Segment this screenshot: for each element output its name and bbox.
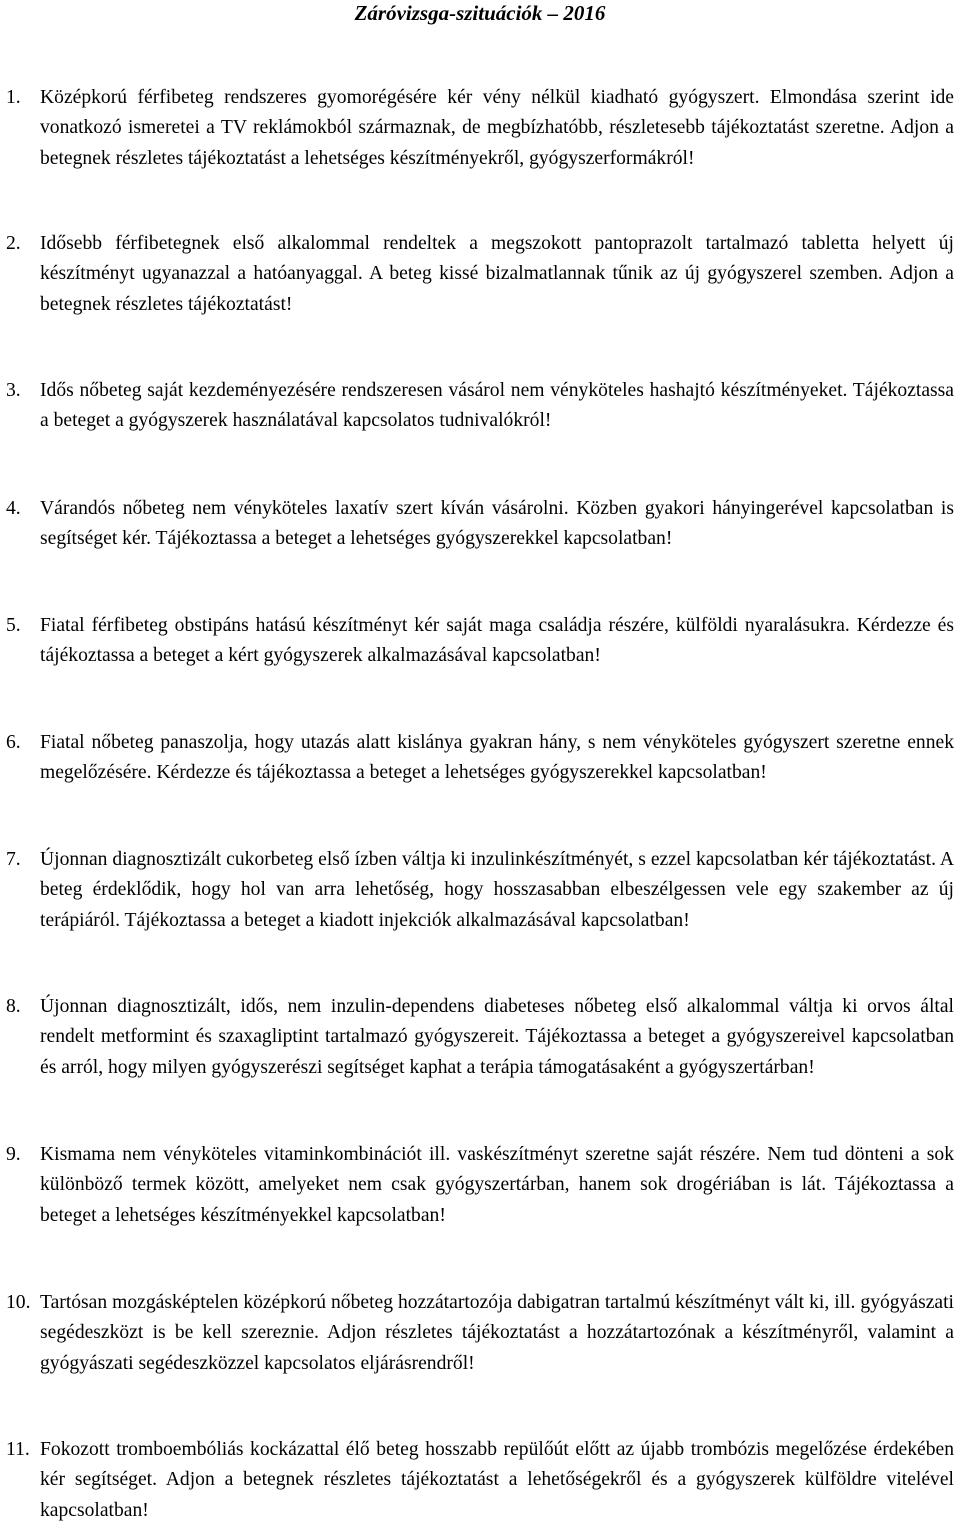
item-text: Újonnan diagnosztizált cukorbeteg első ízben váltja ki inzulinkészítményét, s ezzel kapcsolatban kér tájékoztatást. A beteg érdeklődik, hogy hol van arra lehetőség, hogy hosszasabban elbeszélgessen vele egy szakember az új terápiáról. Tájékoztassa a beteget a kiadott injekciók alkalmazásával kapcsolatban! [40, 849, 954, 931]
item-text: Újonnan diagnosztizált, idős, nem inzulin-dependens diabeteses nőbeteg első alkalommal váltja ki orvos által rendelt metformint és szaxagliptint tartalmazó gyógyszereit. Tájékoztassa a beteget a gyógyszereivel kapcsolatban és arról, hogy milyen gyógyszerészi segítséget kaphat a terápia támogatásaként a gyógyszertárban! [40, 996, 954, 1078]
item-number: 7. [6, 849, 21, 870]
item-number: 4. [6, 498, 21, 519]
situation-item-2 [6, 229, 954, 320]
situation-item-6 [6, 728, 954, 789]
item-number: 6. [6, 732, 21, 753]
item-text: Középkorú férfibeteg rendszeres gyomorégésére kér vény nélkül kiadható gyógyszert. Elmondása szerint ide vonatkozó ismeretei a TV reklámokból származnak, de megbízhatóbb, részletesebb tájékoztatást szeretne. Adjon a betegnek részletes tájékoztatást a lehetséges készítményekről, gyógyszerformákról! [40, 87, 954, 169]
item-text: Kismama nem vényköteles vitaminkombinációt ill. vaskészítményt szeretne saját részére. Nem tud dönteni a sok különböző termek között, amelyeket nem csak gyógyszertárban, hanem sok drogériában is lát. Tájékoztassa a beteget a lehetséges készítményekkel kapcsolatban! [40, 1144, 954, 1226]
item-text: Fokozott tromboembóliás kockázattal élő beteg hosszabb repülőút előtt az újabb trombózis megelőzése érdekében kér segítséget. Adjon a betegnek részletes tájékoztatást a lehetőségekről és a gyógyszerek külföldre vitelével kapcsolatban! [40, 1439, 954, 1521]
item-number: 3. [6, 380, 21, 401]
item-number: 1. [6, 87, 21, 108]
situation-item-3 [6, 376, 954, 437]
item-text: Fiatal nőbeteg panaszolja, hogy utazás alatt kislánya gyakran hány, s nem vényköteles gyógyszert szeretne ennek megelőzésére. Kérdezze és tájékoztassa a beteget a lehetséges gyógyszerekkel kapcsolatban! [40, 732, 954, 784]
situation-item-4 [6, 494, 954, 555]
situation-item-5 [6, 611, 954, 672]
document-title: Záróvizsga-szituációk – 2016 [354, 1, 606, 25]
situation-item-8 [6, 992, 954, 1083]
item-text: Tartósan mozgásképtelen középkorú nőbeteg hozzátartozója dabigatran tartalmú készítményt vált ki, ill. gyógyászati segédeszközt is be kell szereznie. Adjon részletes tájékoztatást a hozzátartozónak a készítményről, valamint a gyógyászati segédeszközzel kapcsolatos eljárásrendről! [40, 1292, 954, 1374]
item-number: 9. [6, 1144, 21, 1165]
item-number: 2. [6, 233, 21, 254]
item-text: Idősebb férfibetegnek első alkalommal rendeltek a megszokott pantoprazolt tartalmazó tabletta helyett új készítményt ugyanazzal a hatóanyaggal. A beteg kissé bizalmatlannak tűnik az új gyógyszerel szemben. Adjon a betegnek részletes tájékoztatást! [40, 233, 954, 315]
item-number: 11. [6, 1439, 30, 1460]
item-text: Idős nőbeteg saját kezdeményezésére rendszeresen vásárol nem vényköteles hashajtó készítményeket. Tájékoztassa a beteget a gyógyszerek használatával kapcsolatos tudnivalókról! [40, 380, 954, 432]
item-text: Fiatal férfibeteg obstipáns hatású készítményt kér saját maga családja részére, külföldi nyaralásukra. Kérdezze és tájékoztassa a beteget a kért gyógyszerek alkalmazásával kapcsolatban! [40, 615, 954, 667]
item-number: 10. [6, 1292, 31, 1313]
item-number: 5. [6, 615, 21, 636]
situation-item-9 [6, 1140, 954, 1231]
situation-item-7 [6, 845, 954, 936]
item-number: 8. [6, 996, 21, 1017]
situation-item-1 [6, 83, 954, 174]
situation-item-11 [6, 1435, 954, 1526]
situation-item-10 [6, 1288, 954, 1379]
item-text: Várandós nőbeteg nem vényköteles laxatív szert kíván vásárolni. Közben gyakori hányingerével kapcsolatban is segítséget kér. Tájékoztassa a beteget a lehetséges gyógyszerekkel kapcsolatban! [40, 498, 954, 550]
